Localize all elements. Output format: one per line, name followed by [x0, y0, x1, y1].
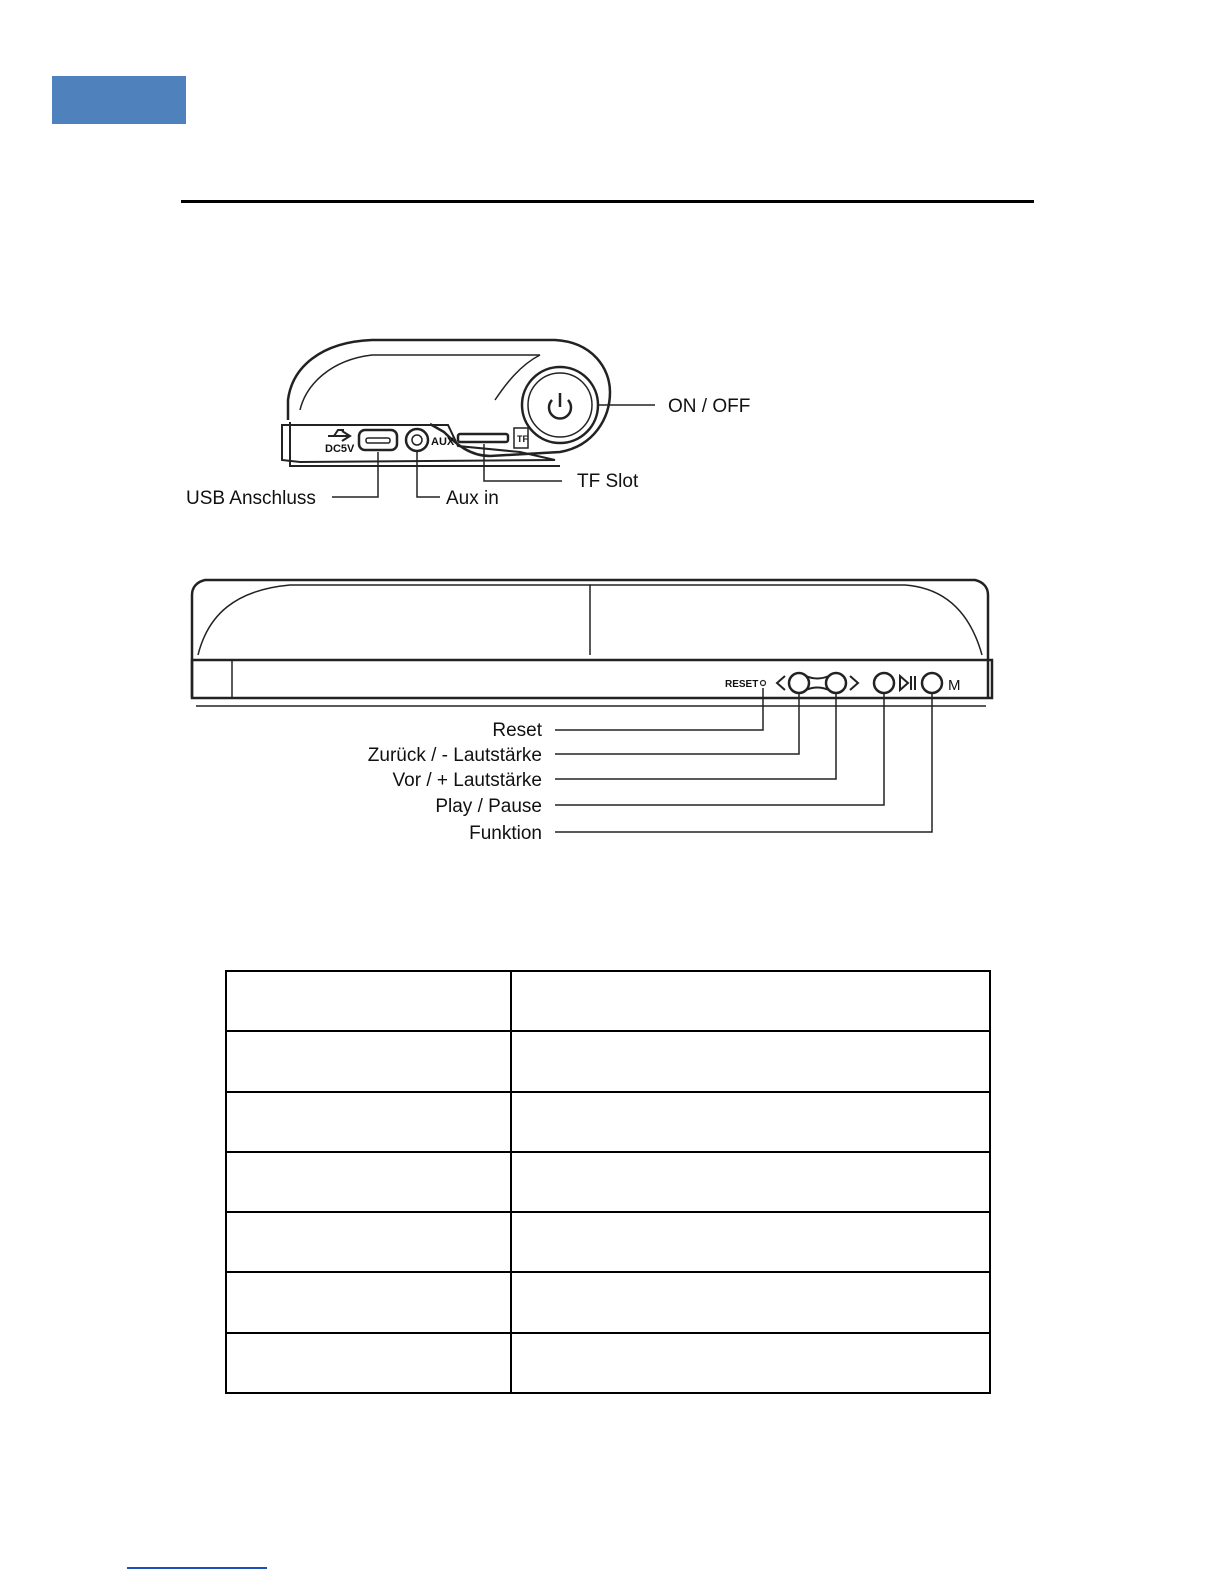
table-cell	[511, 1092, 990, 1152]
label-play-pause: Play / Pause	[435, 796, 542, 817]
spec-table	[225, 970, 991, 1394]
table-cell	[511, 1152, 990, 1212]
table-cell	[511, 1212, 990, 1272]
leader-reset	[555, 688, 763, 730]
table-cell	[511, 1031, 990, 1091]
table-row	[226, 1212, 990, 1272]
reset-pinhole	[761, 681, 766, 686]
mode-marking: M	[948, 677, 961, 694]
tf-marking: TF	[517, 434, 528, 444]
table-cell	[226, 1092, 511, 1152]
table-cell	[226, 1272, 511, 1332]
label-tf-slot: TF Slot	[577, 471, 639, 492]
side-body-inner-line	[300, 355, 540, 410]
aux-marking: AUX	[431, 436, 455, 448]
table-cell	[226, 1333, 511, 1393]
prev-chevron-icon	[777, 676, 785, 690]
table-row	[226, 1092, 990, 1152]
next-chevron-icon	[850, 676, 858, 690]
table-row	[226, 971, 990, 1031]
table-row	[226, 1031, 990, 1091]
usb-icon	[328, 430, 350, 441]
table-cell	[226, 1031, 511, 1091]
leader-play	[555, 694, 884, 805]
mode-button	[922, 673, 942, 693]
front-view	[192, 580, 992, 832]
table-row	[226, 1333, 990, 1393]
table-cell	[511, 971, 990, 1031]
reset-marking: RESET	[725, 679, 759, 690]
front-control-strip	[192, 660, 992, 698]
label-on-off: ON / OFF	[668, 396, 751, 417]
table-row	[226, 1272, 990, 1332]
aux-jack	[406, 429, 428, 451]
leader-aux	[417, 452, 440, 497]
usb-port	[359, 430, 397, 450]
footer-link-underline[interactable]	[127, 1567, 267, 1569]
leader-mode	[555, 694, 932, 832]
front-left-grille-outline	[198, 585, 590, 655]
table-cell	[226, 1152, 511, 1212]
label-usb-anschluss: USB Anschluss	[186, 488, 316, 509]
label-vor: Vor / + Lautstärke	[392, 770, 542, 791]
play-pause-icon	[900, 676, 915, 690]
usb-port-slot	[366, 438, 390, 443]
table-cell	[226, 971, 511, 1031]
label-aux-in: Aux in	[446, 488, 499, 509]
leader-usb	[332, 452, 378, 497]
tf-slot	[458, 434, 508, 442]
aux-jack-inner	[412, 435, 422, 445]
table-row	[226, 1152, 990, 1212]
label-zurueck: Zurück / - Lautstärke	[367, 745, 542, 766]
table-cell	[511, 1272, 990, 1332]
table-cell	[511, 1333, 990, 1393]
play-pause-button	[874, 673, 894, 693]
dc5v-marking: DC5V	[325, 443, 355, 455]
table-cell	[226, 1212, 511, 1272]
label-funktion: Funktion	[469, 823, 542, 844]
front-right-grille-outline	[590, 585, 982, 655]
label-reset: Reset	[492, 720, 542, 741]
